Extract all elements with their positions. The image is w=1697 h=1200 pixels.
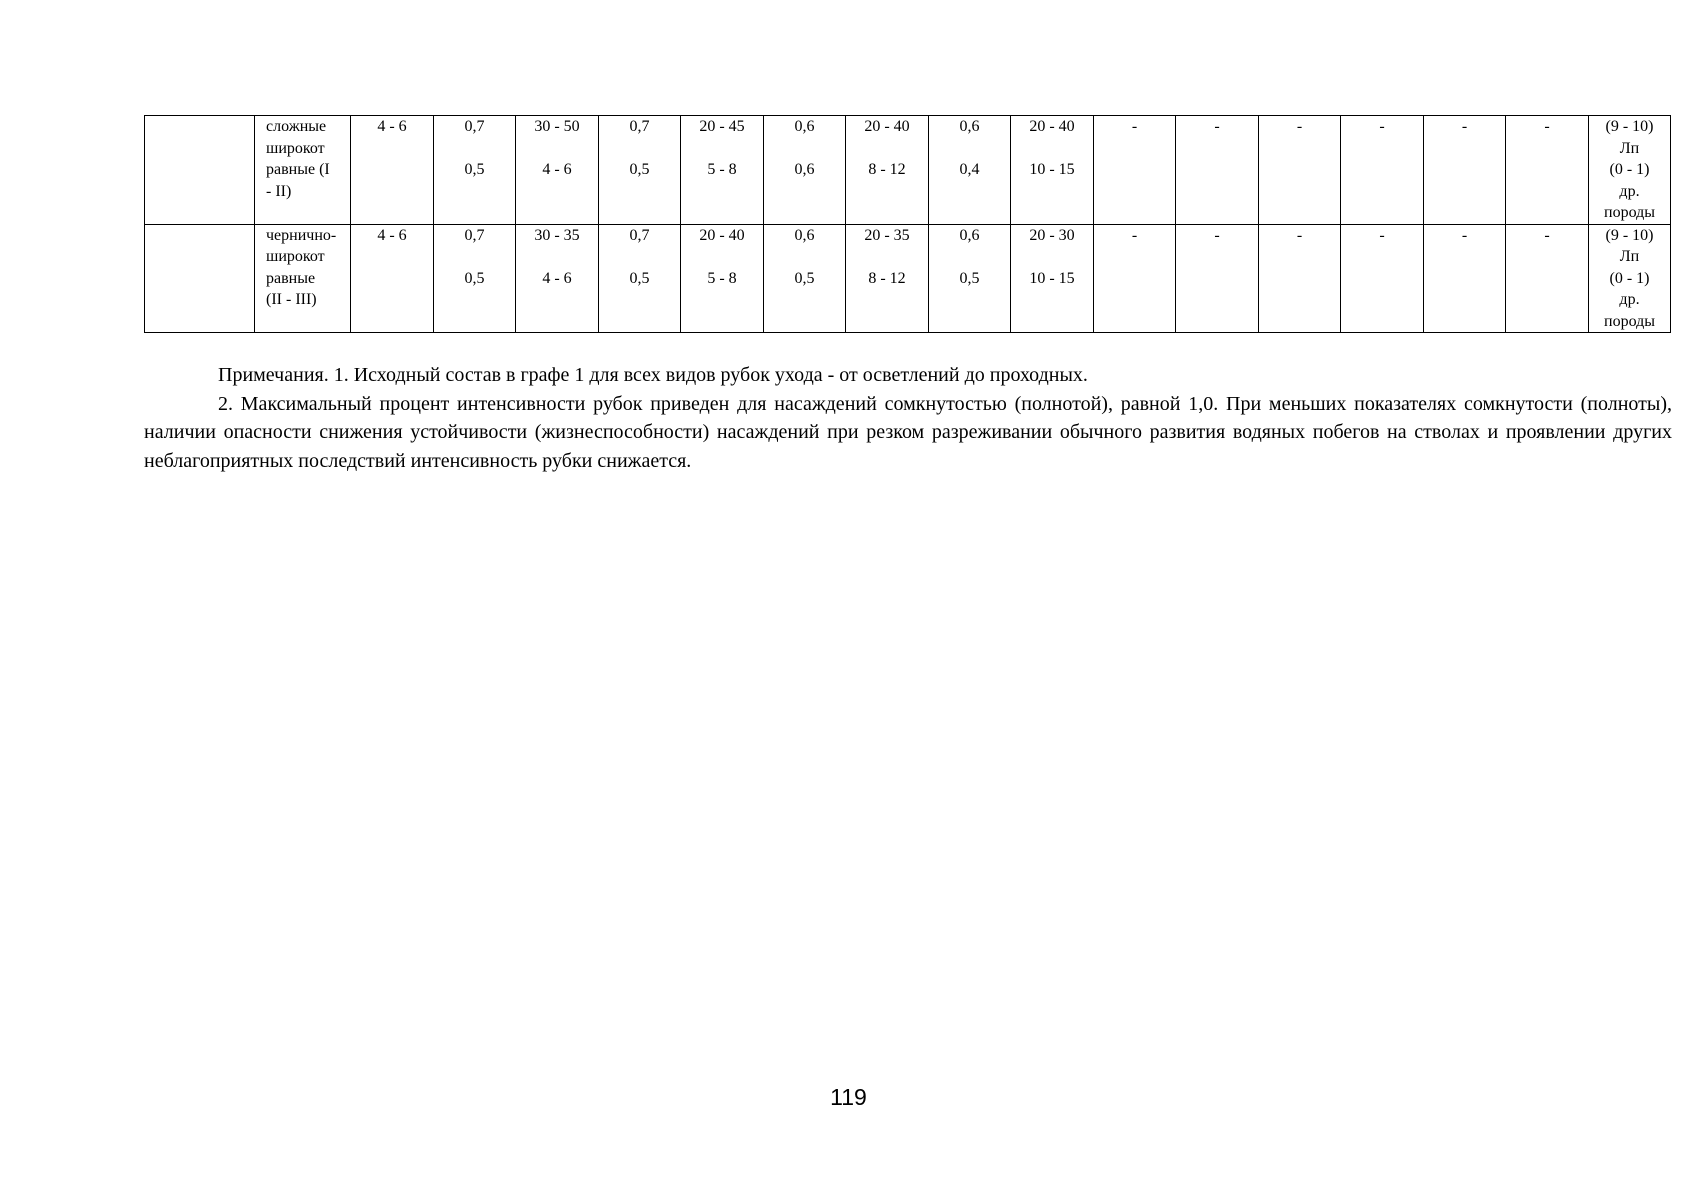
dash-cell: - <box>1094 116 1176 225</box>
density-cell: 0,6 0,5 <box>764 224 846 333</box>
density-cell: 0,6 0,5 <box>929 224 1011 333</box>
age-cell: 4 - 6 <box>351 116 434 225</box>
thinning-norms-table <box>144 115 1697 333</box>
intensity-cell: 20 - 40 5 - 8 <box>681 224 764 333</box>
page-number: 119 <box>830 1084 867 1110</box>
density-cell: 0,6 0,4 <box>929 116 1011 225</box>
note-2: 2. Максимальный процент интенсивности рубок приведен для насаждений сомкнутостью (полнотой), равной 1,0. При меньших показателях сомкнутости (полноты), наличии опасности снижения устойчивости (жизнеспособности) насаждений при резком разреживании обычного развития водяных побегов на стволах и проявлении других неблагоприятных последствий интенсивность рубки снижается. <box>144 392 1672 472</box>
site-type-cell: чернично- широкот равные (II - III) <box>255 224 351 333</box>
table-row <box>145 224 1697 333</box>
intensity-cell: 20 - 45 5 - 8 <box>681 116 764 225</box>
intensity-cell: 20 - 40 8 - 12 <box>846 116 929 225</box>
density-cell: 0,7 0,5 <box>599 116 681 225</box>
dash-cell: - <box>1424 116 1506 225</box>
intensity-cell: 20 - 30 10 - 15 <box>1011 224 1094 333</box>
density-cell: 0,7 0,5 <box>599 224 681 333</box>
forest-group-cell <box>145 116 255 225</box>
density-cell: 0,7 0,5 <box>434 224 516 333</box>
note-1: Примечания. 1. Исходный состав в графе 1 для всех видов рубок ухода - от осветлений до проходных. <box>218 364 1088 386</box>
dash-cell: - <box>1176 224 1259 333</box>
dash-cell: - <box>1506 224 1589 333</box>
dash-cell: - <box>1341 224 1424 333</box>
dash-cell: - <box>1259 116 1341 225</box>
dash-cell: - <box>1176 116 1259 225</box>
dash-cell: - <box>1424 224 1506 333</box>
table-row <box>145 116 1697 225</box>
dash-cell: - <box>1094 224 1176 333</box>
forest-group-cell <box>145 224 255 333</box>
table-notes <box>144 361 1672 475</box>
dash-cell: - <box>1259 224 1341 333</box>
dash-cell: - <box>1341 116 1424 225</box>
site-type-cell: сложные широкот равные (I - II) <box>255 116 351 225</box>
age-cell: 4 - 6 <box>351 224 434 333</box>
intensity-cell: 30 - 35 4 - 6 <box>516 224 599 333</box>
density-cell: 0,7 0,5 <box>434 116 516 225</box>
dash-cell: - <box>1506 116 1589 225</box>
intensity-cell: 20 - 40 10 - 15 <box>1011 116 1094 225</box>
intensity-cell: 30 - 50 4 - 6 <box>516 116 599 225</box>
composition-cell: (9 - 10) Лп (0 - 1) др. породы <box>1589 224 1671 333</box>
density-cell: 0,6 0,6 <box>764 116 846 225</box>
intensity-cell: 20 - 35 8 - 12 <box>846 224 929 333</box>
composition-cell: (9 - 10) Лп (0 - 1) др. породы <box>1589 116 1671 225</box>
